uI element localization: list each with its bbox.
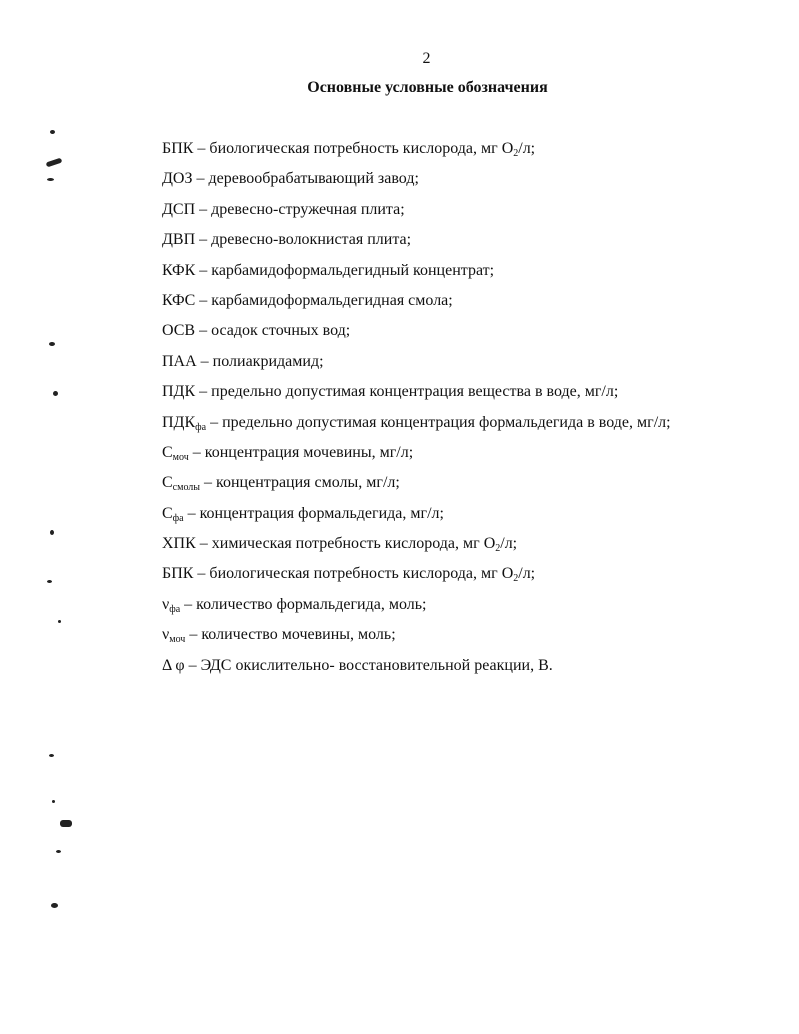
term-subscript: моч [169,634,186,646]
scan-speck [58,620,61,623]
abbreviation-definition: – осадок сточных вод; [195,322,351,340]
abbreviation-definition: – полиакридамид; [196,352,324,370]
scan-speck [49,342,55,346]
scan-speck [47,580,52,583]
list-item [162,290,782,320]
abbreviation-definition: – деревообрабатывающий завод; [192,170,419,188]
page-title: Основные условные обозначения [307,79,548,96]
abbreviation-definition: – биологическая потребность кислорода, мг O [193,565,514,583]
scan-speck [46,158,63,168]
list-item [162,412,782,442]
abbreviation-term: ОСВ [162,322,196,340]
list-item [162,442,782,472]
abbreviation-definition: – концентрация мочевины, мг/л; [188,443,414,461]
abbreviation-term: КФК [162,261,196,279]
abbreviation-definition: – предельно допустимая концентрация формальдегида в воде, мг/л; [206,413,671,431]
list-item [162,229,782,259]
abbreviation-term: ПДК [162,413,196,431]
abbreviation-definition: – биологическая потребность кислорода, мг O [193,140,514,157]
abbreviation-term: БПК [162,565,194,583]
list-item [162,503,782,533]
scan-speck [52,800,55,803]
abbreviation-term: Δ φ [162,656,185,674]
scan-speck [47,178,54,181]
scan-speck [56,850,61,853]
abbreviation-term: ν [162,626,170,644]
subscript: 2 [495,543,501,555]
page-number: 2 [422,50,431,67]
term-subscript: моч [172,451,189,463]
abbreviation-term: ДСП [162,200,196,218]
list-item [162,655,782,685]
list-item [162,199,782,229]
term-subscript: фа [172,512,184,524]
definition-tail: /л; [518,140,536,157]
abbreviation-definition: – древесно-волокнистая плита; [195,231,412,249]
scan-speck [50,130,55,134]
abbreviation-term: С [162,504,173,522]
abbreviation-definition: – ЭДС окислительно- восстановительной реакции, В. [184,656,553,674]
abbreviation-term: ν [162,595,170,613]
abbreviation-definition: – предельно допустимая концентрация вещества в воде, мг/л; [195,383,619,401]
abbreviation-term: ПДК [162,383,196,401]
abbreviation-definition: – карбамидоформальдегидный концентрат; [195,261,495,279]
list-item [162,138,782,168]
list-item [162,472,782,502]
abbreviation-term: С [162,474,173,492]
abbreviation-term: ХПК [162,535,196,553]
abbreviation-definition: – количество мочевины, моль; [185,626,396,644]
term-subscript: смолы [172,482,201,494]
definition-tail: /л; [518,565,536,583]
abbreviation-definition: – карбамидоформальдегидная смола; [195,291,453,309]
list-item [162,168,782,198]
abbreviation-definition: – концентрация формальдегида, мг/л; [183,504,444,522]
abbreviation-definition: – древесно-стружечная плита; [195,200,405,218]
list-item [162,320,782,350]
abbreviation-term: ДВП [162,231,196,249]
list-item [162,260,782,290]
abbreviation-term: КФС [162,291,196,309]
scan-speck [50,530,54,535]
abbreviation-term: ПАА [162,352,197,370]
list-item [162,594,782,624]
list-item [162,381,782,411]
list-item [162,351,782,381]
term-subscript: фа [195,421,207,433]
scan-speck [51,903,58,908]
list-item [162,533,782,563]
abbreviation-definition: – концентрация смолы, мг/л; [200,474,400,492]
abbreviation-term: С [162,443,173,461]
list-item [162,624,782,654]
abbreviation-definition: – химическая потребность кислорода, мг O [195,535,496,553]
scan-speck [60,820,72,827]
scan-speck [49,754,54,757]
abbreviation-definition: – количество формальдегида, моль; [180,595,427,613]
subscript: 2 [513,573,519,585]
term-subscript: фа [169,603,181,615]
list-item [162,563,782,593]
scan-speck [53,391,58,396]
abbreviation-list [162,138,782,685]
subscript: 2 [513,148,519,159]
abbreviation-term: БПК [162,140,194,157]
definition-tail: /л; [500,535,518,553]
abbreviation-term: ДОЗ [162,170,193,188]
